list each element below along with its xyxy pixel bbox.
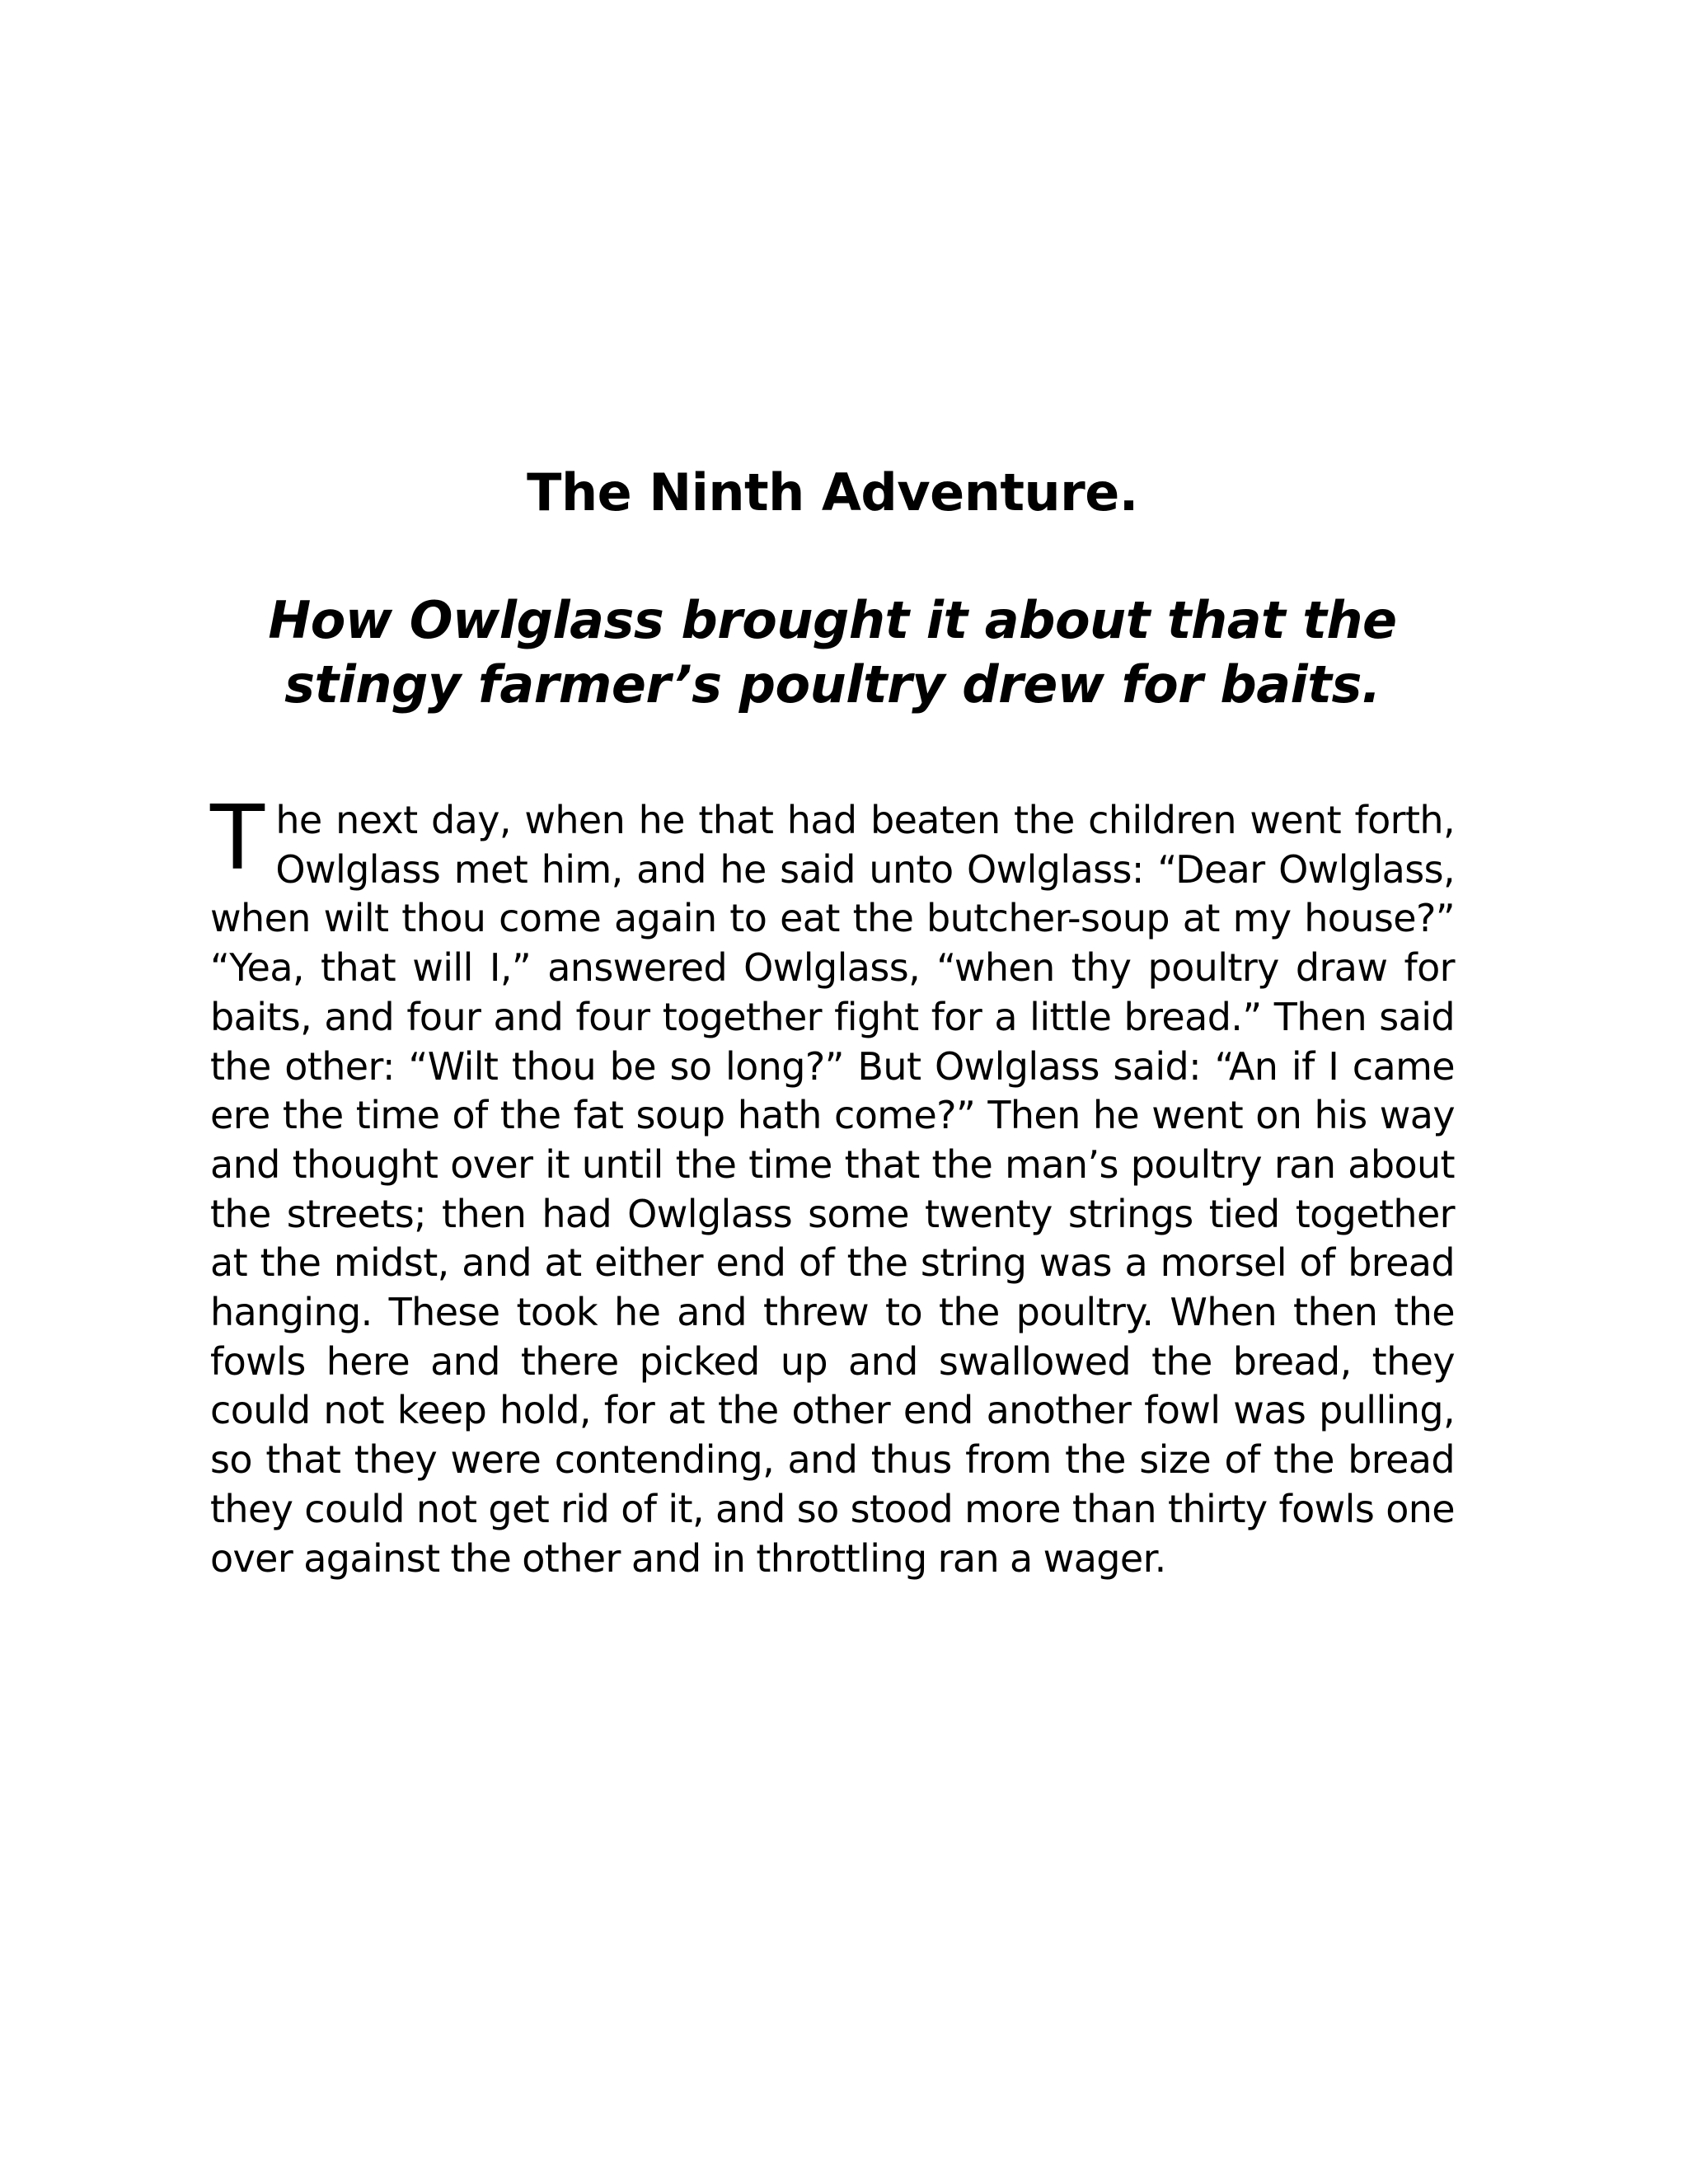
book-page	[210, 0, 1455, 2184]
chapter-title: The Ninth Adventure.	[527, 462, 1138, 523]
chapter-subtitle: How Owlglass brought it about that the stingy farmer’s poultry drew for baits.	[268, 590, 1397, 715]
body-paragraph	[210, 787, 1455, 1583]
drop-cap: T	[210, 787, 265, 890]
body-paragraph-text: he next day, when he that had beaten the children went forth, Owlglass met him, and he said unto Owlglass: “Dear Owlglass, when wilt thou come again to eat the butcher-soup at my house?” “Yea, that will I,” answered Owlglass, “when thy poultry draw for baits, and four and four together fight for a little bread.” Then said the other: “Wilt thou be so long?” But Owlglass said: “An if I came ere the time of the fat soup hath come?” Then he went on his way and thought over it until the time that the man’s poultry ran about the streets; then had Owlglass some twenty strings tied together at the midst, and at either end of the string was a morsel of bread hanging. These took he and threw to the poultry. When then the fowls here and there picked up and swallowed the bread, they could not keep hold, for at the other end another fowl was pulling, so that they were contending, and thus from the size of the bread they could not get rid of it, and so stood more than thirty fowls one over against the other and in throttling ran a wager.	[210, 798, 1455, 1581]
